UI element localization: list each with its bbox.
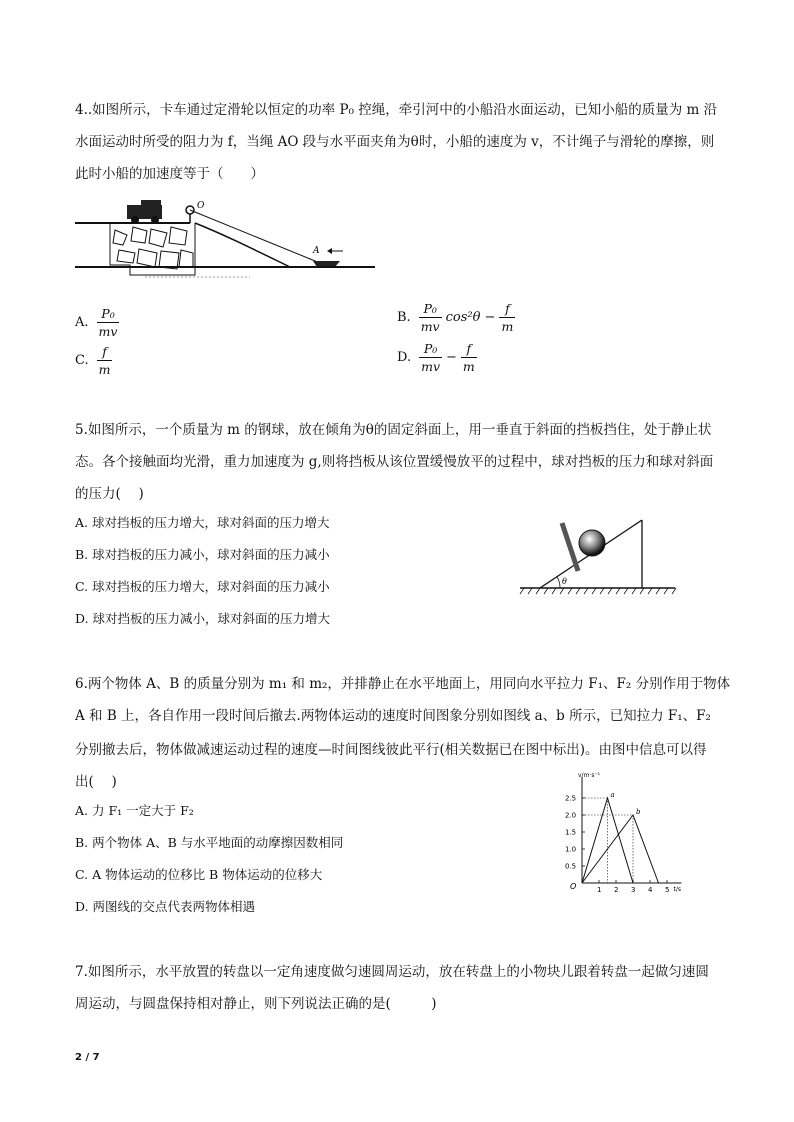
fraction: $\frac{f}{m}$ (462, 341, 475, 374)
q4-option-b[interactable] (397, 300, 515, 335)
q4-line-1: 4..如图所示，卡车通过定滑轮以恒定的功率 P₀ 控绳，牵引河中的小船沿水面运动，已知小船的质量为 m 沿 (75, 102, 718, 118)
option-letter: D. (397, 350, 412, 365)
q7-line-1: 7.如图所示，水平放置的转盘以一定角速度做匀速圆周运动，放在转盘上的小物块儿跟着转盘一起做匀速圆 (75, 964, 709, 980)
y-axis-label: v/m·s⁻¹ (578, 772, 601, 779)
q6-option-b[interactable]: B. 两个物体 A、B 与水平地面的动摩擦因数相同 (75, 835, 344, 850)
minus-sign: − (446, 350, 457, 365)
q5-line-3: 的压力( ) (75, 486, 144, 502)
x-tick-label: 3 (631, 886, 636, 894)
x-tick-label: 2 (614, 886, 619, 894)
q6-line-3: 分别撤去后，物体做减速运动过程的速度—时间图线彼此平行(相关数据已在图中标出)。由图中信息可以得 (75, 742, 707, 758)
q7-line-2: 周运动，与圆盘保持相对静止，则下列说法正确的是( ) (75, 996, 437, 1012)
series-line-b (582, 815, 659, 883)
q4-line-3: 此时小船的加速度等于（ ） (75, 166, 264, 182)
cos-term: cos²θ − (445, 310, 496, 325)
fraction: $\frac{\text{P₀}}{mv}$ (420, 301, 440, 334)
q6-line-1: 6.两个物体 A、B 的质量分别为 m₁ 和 m₂，并排静止在水平地面上，用同向水平拉力 F₁、F₂ 分别作用于物体 (75, 676, 731, 692)
q6-option-d[interactable]: D. 两图线的交点代表两物体相遇 (75, 899, 256, 914)
y-tick-label: 1.0 (565, 845, 577, 854)
option-letter: B. (397, 310, 411, 325)
theta-label: θ (562, 577, 567, 586)
q5-option-b[interactable]: B. 球对挡板的压力减小，球对斜面的压力减小 (75, 547, 330, 562)
fraction: $\frac{f}{m}$ (501, 301, 514, 334)
q4-option-d[interactable] (397, 340, 477, 375)
fraction: $\frac{\text{P₀}}{mv}$ (421, 341, 441, 374)
x-tick-label: 4 (648, 886, 653, 894)
point-a-label: A (313, 246, 320, 256)
q4-option-c[interactable] (75, 343, 112, 378)
q5-incline-figure (520, 505, 680, 600)
series-label: b (636, 808, 641, 816)
q4-option-a[interactable] (75, 305, 119, 340)
q5-option-c[interactable]: C. 球对挡板的压力增大，球对斜面的压力减小 (75, 579, 330, 594)
q6-option-c[interactable]: C. A 物体运动的位移比 B 物体运动的位移大 (75, 867, 323, 882)
y-tick-label: 2.0 (565, 811, 577, 820)
y-tick-label: 2.5 (565, 794, 577, 803)
q4-line-2: 水面运动时所受的阻力为 f，当绳 AO 段与水平面夹角为θ时，小船的速度为 v，不计绳子与滑轮的摩擦，则 (75, 134, 715, 150)
fraction: $\frac{f}{m}$ (98, 344, 111, 377)
q5-option-d[interactable]: D. 球对挡板的压力减小，球对斜面的压力增大 (75, 611, 331, 626)
fraction: $\frac{\text{P₀}}{mv}$ (98, 306, 118, 339)
q5-line-2: 态。各个接触面均光滑，重力加速度为 g,则将挡板从该位置缓慢放平的过程中，球对挡板的压力和球对斜面 (75, 454, 714, 470)
q6-line-2: A 和 B 上，各自作用一段时间后撤去.两物体运动的速度时间图象分别如图线 a、b 所示，已知拉力 F₁、F₂ (75, 708, 711, 724)
q6-option-a[interactable]: A. 力 F₁ 一定大于 F₂ (75, 803, 194, 818)
page-number: 2 / 7 (75, 1052, 100, 1063)
x-axis-label: t/s (673, 886, 681, 893)
y-tick-label: 1.5 (565, 828, 577, 837)
option-letter: C. (75, 353, 89, 368)
y-tick-label: 0.5 (565, 862, 577, 871)
point-o-label: O (197, 201, 205, 211)
x-tick-label: 5 (665, 886, 670, 894)
option-letter: A. (75, 315, 89, 330)
q4-truck-pulley-figure (75, 195, 375, 290)
series-label: a (610, 791, 615, 799)
q5-line-1: 5.如图所示，一个质量为 m 的钢球，放在倾角为θ的固定斜面上，用一垂直于斜面的挡板挡住，处于静止状 (75, 422, 712, 438)
vt-chart (560, 772, 690, 900)
q5-option-a[interactable]: A. 球对挡板的压力增大，球对斜面的压力增大 (75, 515, 330, 530)
origin-label: O (570, 882, 577, 891)
q6-line-4: 出( ) (75, 774, 117, 790)
x-tick-label: 1 (597, 886, 602, 894)
